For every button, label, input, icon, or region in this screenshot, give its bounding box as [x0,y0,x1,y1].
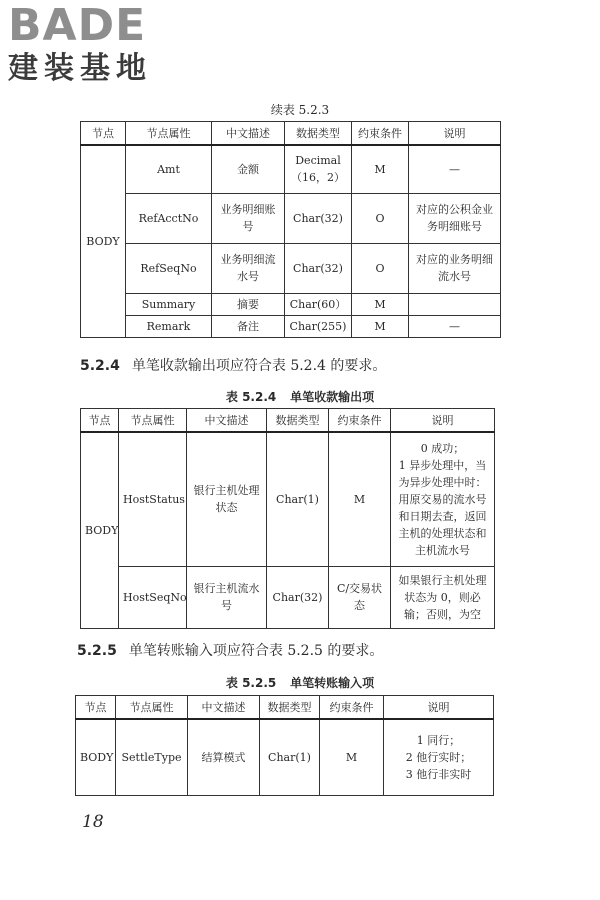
cons-cell: M [320,719,384,795]
table-5-2-4 [80,408,495,629]
note-line: 1 同行； [416,733,461,747]
desc-cell: 结算模式 [188,719,260,795]
table-row [81,193,501,243]
note-line: 如果银行主机处理状态为 0，则必输；否则，为空 [398,573,487,621]
note-cell: — [409,145,501,193]
attr-cell: RefSeqNo [126,243,212,293]
table2-caption-title: 单笔收款输出项 [290,390,375,404]
table3-caption-number: 表 5.2.5 [225,676,277,690]
table2-caption [0,388,600,405]
attr-cell: Remark [126,315,212,337]
type-cell: Char(1) [267,432,329,566]
type-cell: Char(255) [285,315,352,337]
note-cell [391,566,495,628]
type-cell: Char(1) [260,719,320,795]
table-row [81,293,501,315]
attr-cell: RefAcctNo [126,193,212,243]
type-cell: Char(60） [285,293,352,315]
desc-cell: 摘要 [212,293,285,315]
attr-cell: HostStatus [119,432,187,566]
node-cell: BODY [76,719,116,795]
table1-caption: 续表 5.2.3 [270,103,330,117]
attr-cell: HostSeqNo [119,566,187,628]
table2-caption-number: 表 5.2.4 [225,390,277,404]
table-row [81,145,501,193]
cons-cell: M [329,432,391,566]
header-cons: 约束条件 [329,409,391,433]
table-row [81,243,501,293]
clause-5-2-5 [77,640,383,660]
logo [8,2,178,88]
type-cell: Char(32) [285,243,352,293]
cons-cell: C/交易状态 [329,566,391,628]
logo-text-en: BADE [8,0,147,51]
cons-cell: O [352,243,409,293]
table3-caption-title: 单笔转账输入项 [290,676,375,690]
note-line: 3 他行非实时 [405,767,472,781]
note-line: 2 他行实时； [405,750,472,764]
type-cell: Decimal（16，2） [285,145,352,193]
cons-cell: O [352,193,409,243]
header-cons: 约束条件 [352,122,409,146]
node-cell: BODY [81,432,119,628]
header-type: 数据类型 [267,409,329,433]
page-number: 18 [82,812,104,832]
node-cell: BODY [81,145,126,337]
header-note: 说明 [391,409,495,433]
note-cell: — [409,315,501,337]
table-row [81,315,501,337]
desc-cell: 银行主机处理状态 [187,432,267,566]
cons-cell: M [352,315,409,337]
type-cell: Char(32) [267,566,329,628]
table-5-2-5 [75,695,494,796]
cons-cell: M [352,293,409,315]
header-type: 数据类型 [285,122,352,146]
type-cell: Char(32) [285,193,352,243]
desc-cell: 银行主机流水号 [187,566,267,628]
table3-header-row [76,696,494,720]
desc-cell: 金额 [212,145,285,193]
header-attr: 节点属性 [119,409,187,433]
table-row [81,566,495,628]
header-node: 节点 [81,122,126,146]
table2-header-row [81,409,495,433]
table-5-2-3 [80,121,501,338]
clause-number: 5.2.5 [77,643,117,659]
header-desc: 中文描述 [188,696,260,720]
header-attr: 节点属性 [126,122,212,146]
logo-text-zh: 建装基地 [8,51,152,86]
table-row [81,432,495,566]
attr-cell: Amt [126,145,212,193]
clause-text: 单笔转账输入项应符合表 5.2.5 的要求。 [128,643,384,659]
note-cell [384,719,494,795]
note-cell: 对应的业务明细流水号 [409,243,501,293]
desc-cell: 业务明细账号 [212,193,285,243]
header-node: 节点 [76,696,116,720]
header-cons: 约束条件 [320,696,384,720]
header-note: 说明 [409,122,501,146]
note-cell: 对应的公积金业务明细账号 [409,193,501,243]
header-desc: 中文描述 [212,122,285,146]
header-note: 说明 [384,696,494,720]
attr-cell: SettleType [116,719,188,795]
table-row [76,719,494,795]
clause-text: 单笔收款输出项应符合表 5.2.4 的要求。 [131,358,387,374]
header-type: 数据类型 [260,696,320,720]
header-desc: 中文描述 [187,409,267,433]
note-cell [409,293,501,315]
clause-5-2-4 [80,355,386,375]
header-attr: 节点属性 [116,696,188,720]
desc-cell: 备注 [212,315,285,337]
cons-cell: M [352,145,409,193]
desc-cell: 业务明细流水号 [212,243,285,293]
note-cell [391,432,495,566]
attr-cell: Summary [126,293,212,315]
note-line: 0 成功； [420,441,465,455]
note-line: 1 异步处理中，当为异步处理中时：用原交易的流水号和日期去查，返回主机的处理状态和主机流水号 [398,458,487,557]
clause-number: 5.2.4 [80,358,120,374]
table1-header-row [81,122,501,146]
header-node: 节点 [81,409,119,433]
table3-caption [0,674,600,691]
